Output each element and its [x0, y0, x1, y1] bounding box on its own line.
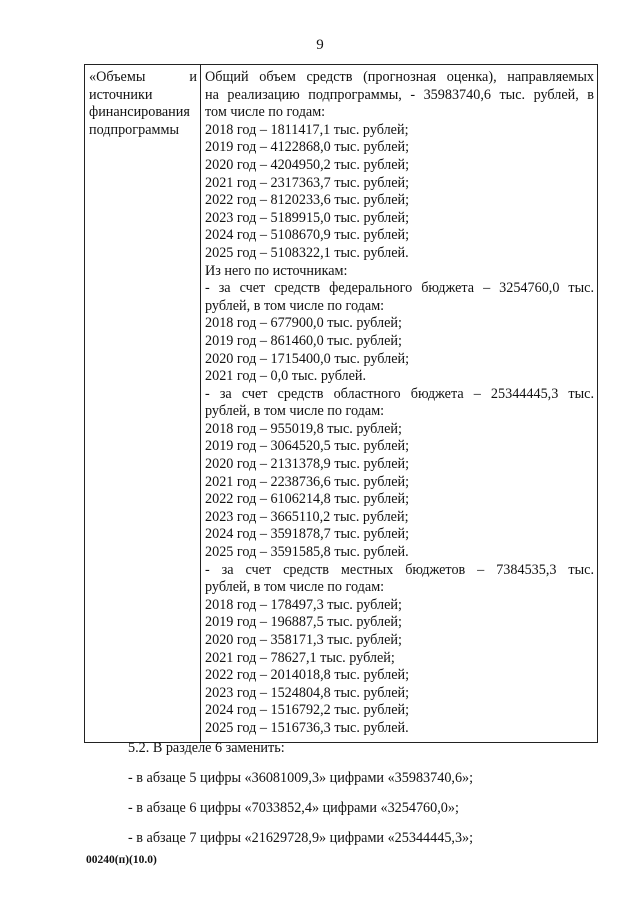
federal-source-line: - за счет средств федерального бюджета – 3254760,0 тыс.: [205, 280, 594, 297]
local-year-line: 2025 год – 1516736,3 тыс. рублей.: [205, 719, 409, 736]
total-year-line: 2019 год – 4122868,0 тыс. рублей;: [205, 139, 410, 156]
intro-line: том числе по годам:: [205, 104, 326, 121]
total-year-line: 2025 год – 5108322,1 тыс. рублей.: [205, 244, 409, 261]
regional-year-line: 2021 год – 2238736,6 тыс. рублей;: [205, 473, 410, 490]
regional-year-line: 2024 год – 3591878,7 тыс. рублей;: [205, 526, 410, 543]
local-source-line: рублей, в том числе по годам:: [205, 579, 385, 596]
regional-source-line: - за счет средств областного бюджета – 25344445,3 тыс.: [205, 385, 594, 402]
intro-line: Общий объем средств (прогнозная оценка), направляемых: [205, 69, 594, 85]
local-year-line: 2023 год – 1524804,8 тыс. рублей;: [205, 684, 410, 701]
label-first-line: [89, 69, 197, 87]
page-number: 9: [316, 37, 324, 53]
label-cell: [85, 65, 201, 743]
regional-year-line: 2020 год – 2131378,9 тыс. рублей;: [205, 456, 410, 473]
amendment-item: - в абзаце 7 цифры «21629728,9» цифрами «25344445,3»;: [128, 830, 474, 846]
financing-table: [84, 64, 598, 743]
table-row: [85, 65, 598, 743]
amendment-item: - в абзаце 6 цифры «7033852,4» цифрами «3254760,0»;: [128, 800, 459, 816]
regional-source-line: рублей, в том числе по годам:: [205, 403, 385, 420]
federal-year-line: 2020 год – 1715400,0 тыс. рублей;: [205, 350, 410, 367]
local-year-line: 2024 год – 1516792,2 тыс. рублей;: [205, 702, 410, 719]
total-year-line: 2020 год – 4204950,2 тыс. рублей;: [205, 156, 410, 173]
regional-year-line: 2018 год – 955019,8 тыс. рублей;: [205, 420, 402, 437]
total-year-line: 2023 год – 5189915,0 тыс. рублей;: [205, 209, 410, 226]
label-line: подпрограммы: [89, 121, 179, 138]
intro-line: на реализацию подпрограммы, - 35983740,6 тыс. рублей, в: [205, 86, 594, 103]
amendment-item: - в абзаце 5 цифры «36081009,3» цифрами «35983740,6»;: [128, 770, 474, 786]
section-heading: 5.2. В разделе 6 заменить:: [128, 740, 285, 756]
document-code: 00240(п)(10.0): [86, 854, 157, 866]
local-year-line: 2018 год – 178497,3 тыс. рублей;: [205, 596, 402, 613]
local-year-line: 2022 год – 2014018,8 тыс. рублей;: [205, 667, 410, 684]
regional-year-line: 2025 год – 3591585,8 тыс. рублей.: [205, 544, 409, 561]
federal-year-line: 2018 год – 677900,0 тыс. рублей;: [205, 315, 402, 332]
local-year-line: 2021 год – 78627,1 тыс. рублей;: [205, 649, 395, 666]
regional-year-line: 2022 год – 6106214,8 тыс. рублей;: [205, 491, 410, 508]
label-word-volumes: «Объемы: [89, 69, 146, 85]
total-year-line: 2021 год – 2317363,7 тыс. рублей;: [205, 174, 410, 191]
total-year-line: 2022 год – 8120233,6 тыс. рублей;: [205, 192, 410, 209]
local-source-line: - за счет средств местных бюджетов – 7384535,3 тыс.: [205, 561, 594, 578]
federal-year-line: 2021 год – 0,0 тыс. рублей.: [205, 368, 367, 385]
regional-year-line: 2023 год – 3665110,2 тыс. рублей;: [205, 508, 409, 525]
sources-heading: Из него по источникам:: [205, 262, 348, 279]
content-cell: [201, 65, 598, 743]
local-year-line: 2019 год – 196887,5 тыс. рублей;: [205, 614, 402, 631]
federal-source-line: рублей, в том числе по годам:: [205, 297, 385, 314]
total-year-line: 2024 год – 5108670,9 тыс. рублей;: [205, 227, 410, 244]
label-word-and: и: [189, 69, 197, 85]
total-year-line: 2018 год – 1811417,1 тыс. рублей;: [205, 121, 409, 138]
regional-year-line: 2019 год – 3064520,5 тыс. рублей;: [205, 438, 410, 455]
local-year-line: 2020 год – 358171,3 тыс. рублей;: [205, 632, 402, 648]
label-line: финансирования: [89, 104, 190, 121]
federal-year-line: 2019 год – 861460,0 тыс. рублей;: [205, 332, 402, 349]
label-line: источники: [89, 86, 153, 103]
